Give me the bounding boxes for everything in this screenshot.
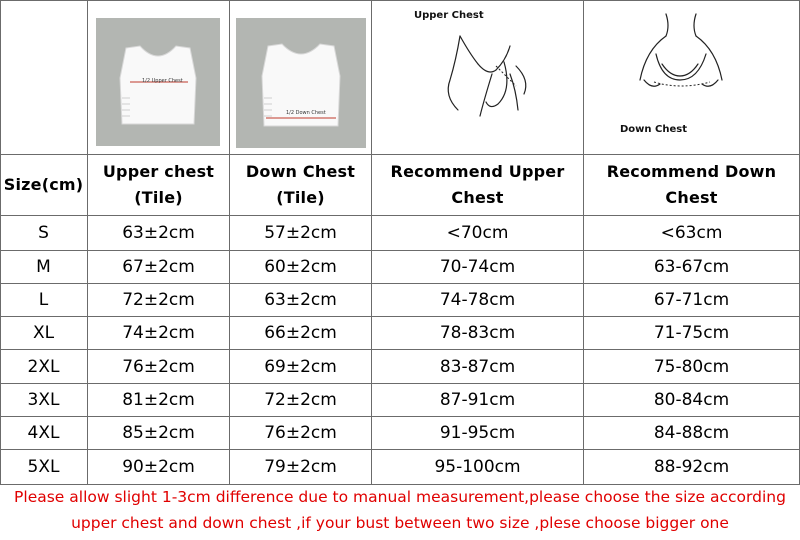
down-chest-cell: 66±2cm: [264, 323, 337, 343]
note-line-2: upper chest and down chest ,if your bust between two size ,plese choose bigger one: [71, 514, 729, 532]
header-recommend-upper: Recommend Upper Chest: [390, 162, 565, 207]
down-chest-cell: 69±2cm: [264, 356, 337, 377]
down-chest-cell: 57±2cm: [264, 223, 337, 243]
header-upper-chest-line1: Upper chest: [102, 162, 215, 181]
illustration-caption: Down Chest: [620, 124, 687, 135]
upper-chest-cell: 63±2cm: [122, 223, 195, 243]
upper-chest-cell: 67±2cm: [122, 257, 195, 277]
recommend-down-cell: 80-84cm: [653, 390, 730, 410]
tank-top-icon: [236, 18, 366, 148]
header-size: Size(cm): [3, 175, 84, 194]
recommend-down-cell: 75-80cm: [653, 356, 730, 377]
upper-chest-cell: 90±2cm: [122, 457, 195, 477]
recommend-upper-cell: 70-74cm: [439, 257, 516, 277]
recommend-upper-cell: <70cm: [446, 223, 509, 243]
header-recommend-down: Recommend Down Chest: [606, 162, 777, 207]
recommend-upper-cell: 87-91cm: [439, 390, 516, 410]
note-line-1: Please allow slight 1-3cm difference due to manual measurement,please choose the size according: [14, 488, 786, 506]
upper-chest-cell: 81±2cm: [122, 390, 195, 410]
photo-label: 1/2 Upper Chest: [142, 78, 183, 84]
product-photo-down: [236, 18, 366, 148]
recommend-upper-cell: 78-83cm: [439, 323, 516, 343]
photo-label: 1/2 Down Chest: [286, 110, 326, 116]
down-chest-cell: 63±2cm: [264, 290, 337, 310]
size-cell: S: [38, 223, 49, 243]
header-down-chest-line2: (Tile): [276, 188, 325, 207]
size-cell: 5XL: [27, 457, 60, 477]
recommend-down-cell: 63-67cm: [653, 257, 730, 277]
header-down-chest: [230, 155, 371, 215]
down-chest-cell: 76±2cm: [264, 423, 337, 443]
recommend-down-cell: 84-88cm: [653, 423, 730, 443]
size-cell: 4XL: [27, 423, 60, 443]
upper-chest-measure-illustration: [420, 30, 570, 140]
upper-chest-cell: 85±2cm: [122, 423, 195, 443]
header-down-chest-line1: Down Chest: [245, 162, 356, 181]
down-chest-measure-illustration: [626, 10, 736, 120]
header-upper-chest-line2: (Tile): [134, 188, 183, 207]
recommend-down-cell: 67-71cm: [653, 290, 730, 310]
size-cell: 2XL: [27, 356, 60, 377]
recommend-down-cell: 71-75cm: [653, 323, 730, 343]
upper-chest-cell: 74±2cm: [122, 323, 195, 343]
size-cell: XL: [32, 323, 55, 343]
recommend-down-cell: 88-92cm: [653, 457, 730, 477]
header-upper-chest: [88, 155, 229, 215]
recommend-upper-cell: 91-95cm: [439, 423, 516, 443]
recommend-upper-cell: 83-87cm: [439, 356, 516, 377]
down-chest-cell: 79±2cm: [264, 457, 337, 477]
down-chest-cell: 72±2cm: [264, 390, 337, 410]
product-photo-upper: [96, 18, 220, 146]
size-cell: 3XL: [27, 390, 60, 410]
recommend-upper-cell: 74-78cm: [439, 290, 516, 310]
recommend-down-cell: <63cm: [660, 223, 723, 243]
recommend-upper-cell: 95-100cm: [434, 457, 521, 477]
grid-line: [0, 0, 800, 1]
size-cell: M: [36, 257, 51, 277]
down-chest-cell: 60±2cm: [264, 257, 337, 277]
size-cell: L: [38, 290, 49, 310]
illustration-caption: Upper Chest: [414, 10, 484, 21]
upper-chest-cell: 72±2cm: [122, 290, 195, 310]
upper-chest-cell: 76±2cm: [122, 356, 195, 377]
